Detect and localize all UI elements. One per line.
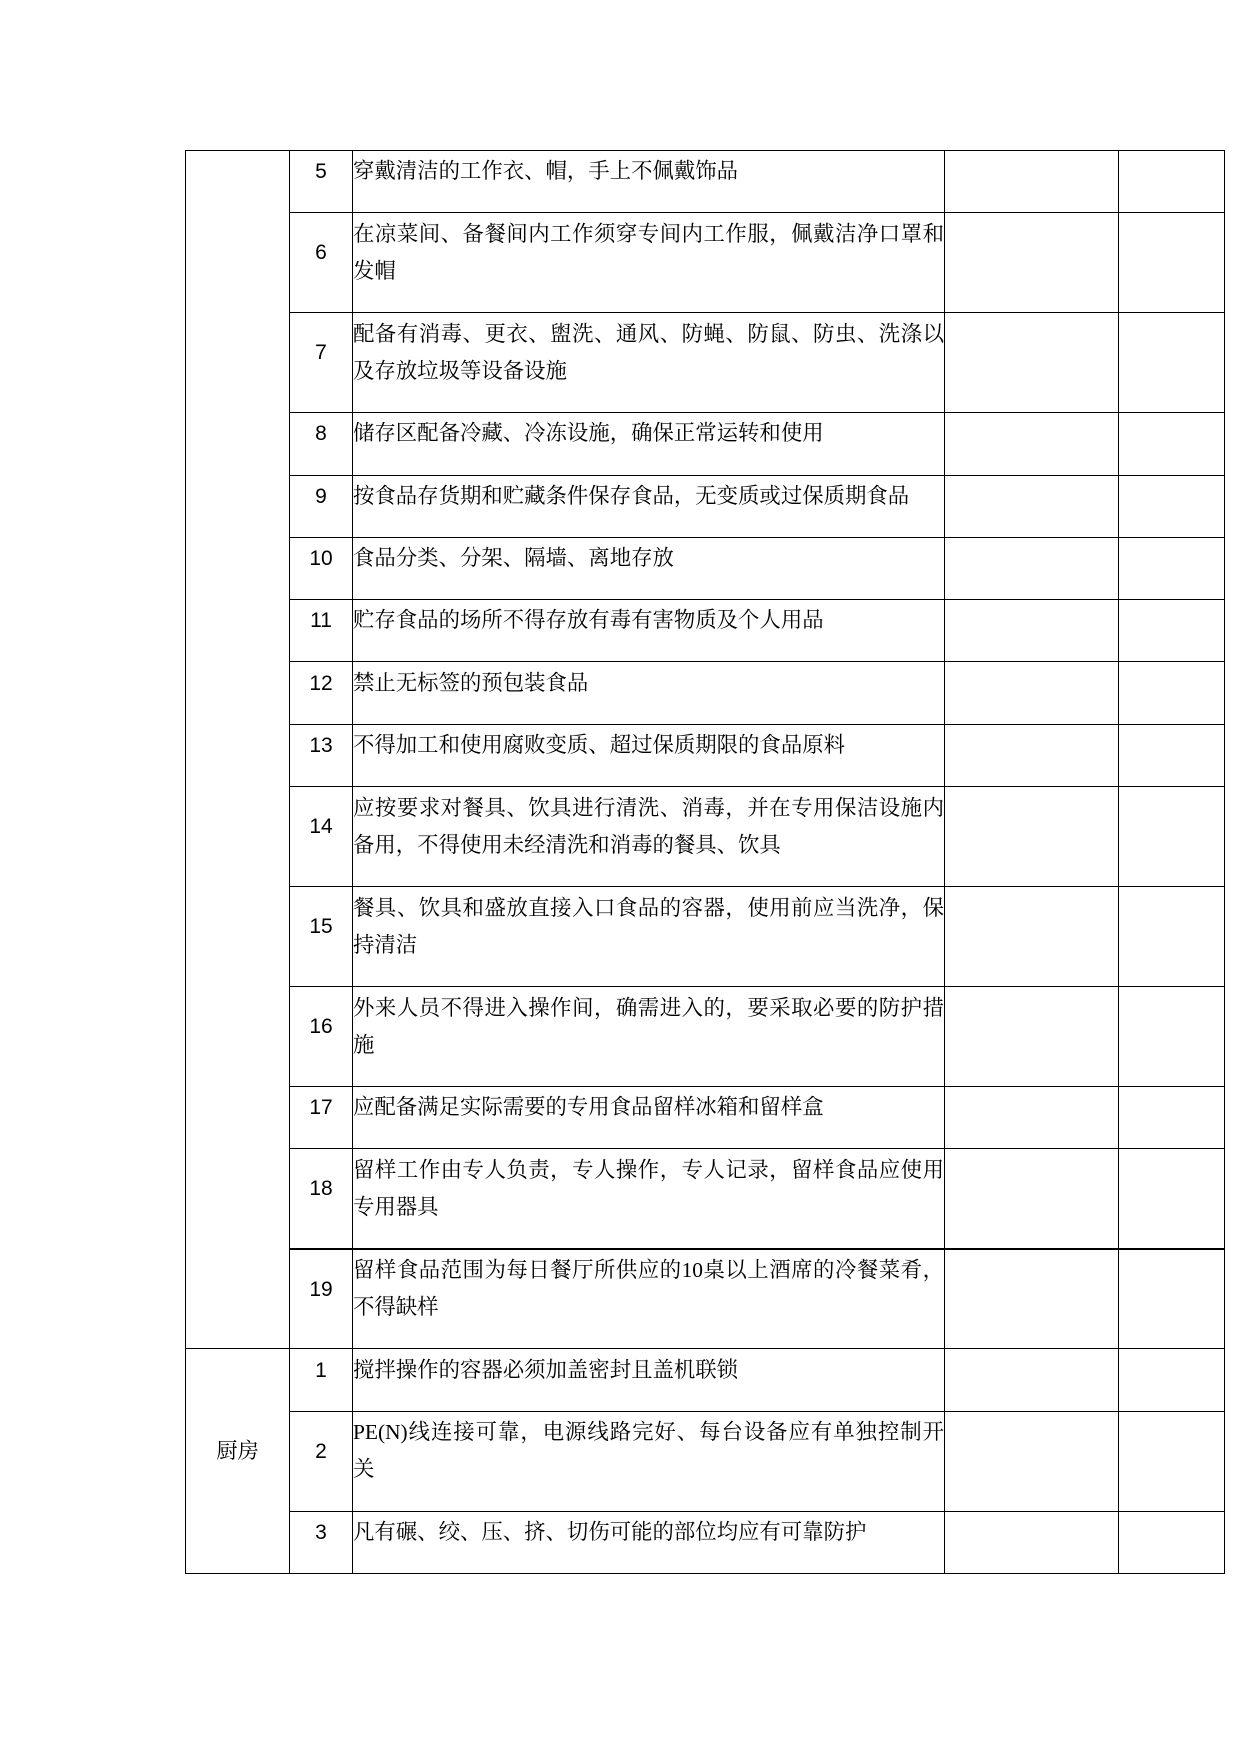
item-description — [353, 213, 945, 313]
item-number: 19 — [290, 1249, 353, 1349]
item-description-line: 按食品存货期和贮藏条件保存食品，无变质或过保质期食品 — [353, 483, 910, 508]
blank-cell — [1119, 1349, 1225, 1411]
item-description — [353, 724, 945, 786]
item-number: 16 — [290, 987, 353, 1087]
blank-cell — [945, 1249, 1119, 1349]
blank-cell — [1119, 413, 1225, 475]
item-description — [353, 1411, 945, 1511]
item-number: 5 — [290, 151, 353, 213]
blank-cell — [1119, 987, 1225, 1087]
table-row — [186, 1149, 1225, 1249]
category-cell: 厨房 — [186, 1349, 290, 1574]
blank-cell — [945, 1087, 1119, 1149]
item-description — [353, 1087, 945, 1149]
blank-cell — [1119, 724, 1225, 786]
blank-cell — [1119, 787, 1225, 887]
blank-cell — [1119, 662, 1225, 724]
item-description — [353, 887, 945, 987]
item-description-line: 禁止无标签的预包装食品 — [353, 670, 589, 695]
item-number: 14 — [290, 787, 353, 887]
table-row — [186, 151, 1225, 213]
item-description-line: 不得缺样 — [353, 1295, 439, 1320]
item-description-line: 留样工作由专人负责，专人操作，专人记录，留样食品应使用 — [353, 1157, 944, 1182]
table-row — [186, 213, 1225, 313]
inspection-table — [185, 150, 1225, 1574]
item-description-line: 关 — [353, 1457, 375, 1482]
table-row — [186, 662, 1225, 724]
blank-cell — [1119, 1249, 1225, 1349]
item-description — [353, 413, 945, 475]
item-description-line: 及存放垃圾等设备设施 — [353, 358, 567, 383]
item-description — [353, 1511, 945, 1573]
item-description — [353, 1249, 945, 1349]
table-row — [186, 987, 1225, 1087]
item-number: 8 — [290, 413, 353, 475]
blank-cell — [945, 1349, 1119, 1411]
blank-cell — [1119, 600, 1225, 662]
table-row — [186, 1511, 1225, 1573]
table-row — [186, 1087, 1225, 1149]
item-description — [353, 600, 945, 662]
blank-cell — [1119, 537, 1225, 599]
blank-cell — [1119, 1149, 1225, 1249]
item-number: 3 — [290, 1511, 353, 1573]
blank-cell — [945, 313, 1119, 413]
item-number: 11 — [290, 600, 353, 662]
item-number: 10 — [290, 537, 353, 599]
table-row — [186, 1349, 1225, 1411]
blank-cell — [1119, 1411, 1225, 1511]
item-description — [353, 313, 945, 413]
item-number: 2 — [290, 1411, 353, 1511]
item-description-line: 留样食品范围为每日餐厅所供应的10桌以上酒席的冷餐菜肴， — [353, 1258, 944, 1283]
item-description-line: 应配备满足实际需要的专用食品留样冰箱和留样盒 — [353, 1095, 824, 1120]
table-row — [186, 724, 1225, 786]
item-description-line: 应按要求对餐具、饮具进行清洗、消毒，并在专用保洁设施内 — [353, 795, 944, 820]
blank-cell — [1119, 1087, 1225, 1149]
item-description-line: 在凉菜间、备餐间内工作须穿专间内工作服，佩戴洁净口罩和 — [353, 221, 944, 246]
item-description-line: 贮存食品的场所不得存放有毒有害物质及个人用品 — [353, 608, 824, 633]
item-description — [353, 151, 945, 213]
blank-cell — [1119, 1511, 1225, 1573]
table-row — [186, 475, 1225, 537]
item-description-line: 凡有碾、绞、压、挤、切伤可能的部位均应有可靠防护 — [353, 1519, 867, 1544]
blank-cell — [945, 987, 1119, 1087]
item-number: 18 — [290, 1149, 353, 1249]
blank-cell — [945, 787, 1119, 887]
blank-cell — [1119, 213, 1225, 313]
blank-cell — [945, 151, 1119, 213]
item-description-line: 施 — [353, 1032, 375, 1057]
blank-cell — [945, 213, 1119, 313]
table-row — [186, 413, 1225, 475]
blank-cell — [945, 537, 1119, 599]
blank-cell — [945, 600, 1119, 662]
item-description-line: 餐具、饮具和盛放直接入口食品的容器，使用前应当洗净，保 — [353, 895, 944, 920]
item-description-line: 持清洁 — [353, 932, 418, 957]
item-description — [353, 475, 945, 537]
item-description — [353, 787, 945, 887]
blank-cell — [1119, 151, 1225, 213]
item-description — [353, 1349, 945, 1411]
blank-cell — [945, 724, 1119, 786]
item-description-line: 储存区配备冷藏、冷冻设施，确保正常运转和使用 — [353, 421, 824, 446]
table-row — [186, 1411, 1225, 1511]
item-number: 6 — [290, 213, 353, 313]
item-number: 17 — [290, 1087, 353, 1149]
item-number: 1 — [290, 1349, 353, 1411]
category-cell — [186, 151, 290, 1349]
item-number: 12 — [290, 662, 353, 724]
blank-cell — [945, 475, 1119, 537]
item-description-line: PE(N)线连接可靠，电源线路完好、每台设备应有单独控制开 — [353, 1420, 944, 1445]
item-number: 9 — [290, 475, 353, 537]
item-description-line: 搅拌操作的容器必须加盖密封且盖机联锁 — [353, 1357, 739, 1382]
blank-cell — [1119, 887, 1225, 987]
item-description-line: 穿戴清洁的工作衣、帽，手上不佩戴饰品 — [353, 159, 739, 184]
table-row — [186, 313, 1225, 413]
table-row — [186, 600, 1225, 662]
item-description-line: 外来人员不得进入操作间，确需进入的，要采取必要的防护措 — [353, 995, 944, 1020]
item-description-line: 备用，不得使用未经清洗和消毒的餐具、饮具 — [353, 832, 781, 857]
table-row — [186, 787, 1225, 887]
item-number: 13 — [290, 724, 353, 786]
item-description — [353, 662, 945, 724]
blank-cell — [945, 1149, 1119, 1249]
item-description — [353, 987, 945, 1087]
table-row — [186, 537, 1225, 599]
item-description-line: 配备有消毒、更衣、盥洗、通风、防蝇、防鼠、防虫、洗涤以 — [353, 321, 944, 346]
item-description-line: 发帽 — [353, 258, 396, 283]
blank-cell — [1119, 475, 1225, 537]
table-row — [186, 887, 1225, 987]
blank-cell — [945, 413, 1119, 475]
blank-cell — [945, 662, 1119, 724]
blank-cell — [1119, 313, 1225, 413]
item-number: 7 — [290, 313, 353, 413]
blank-cell — [945, 1411, 1119, 1511]
item-description — [353, 537, 945, 599]
table-row — [186, 1249, 1225, 1349]
blank-cell — [945, 1511, 1119, 1573]
item-description-line: 食品分类、分架、隔墙、离地存放 — [353, 546, 674, 571]
item-description — [353, 1149, 945, 1249]
item-number: 15 — [290, 887, 353, 987]
item-description-line: 不得加工和使用腐败变质、超过保质期限的食品原料 — [353, 732, 845, 757]
blank-cell — [945, 887, 1119, 987]
item-description-line: 专用器具 — [353, 1194, 439, 1219]
